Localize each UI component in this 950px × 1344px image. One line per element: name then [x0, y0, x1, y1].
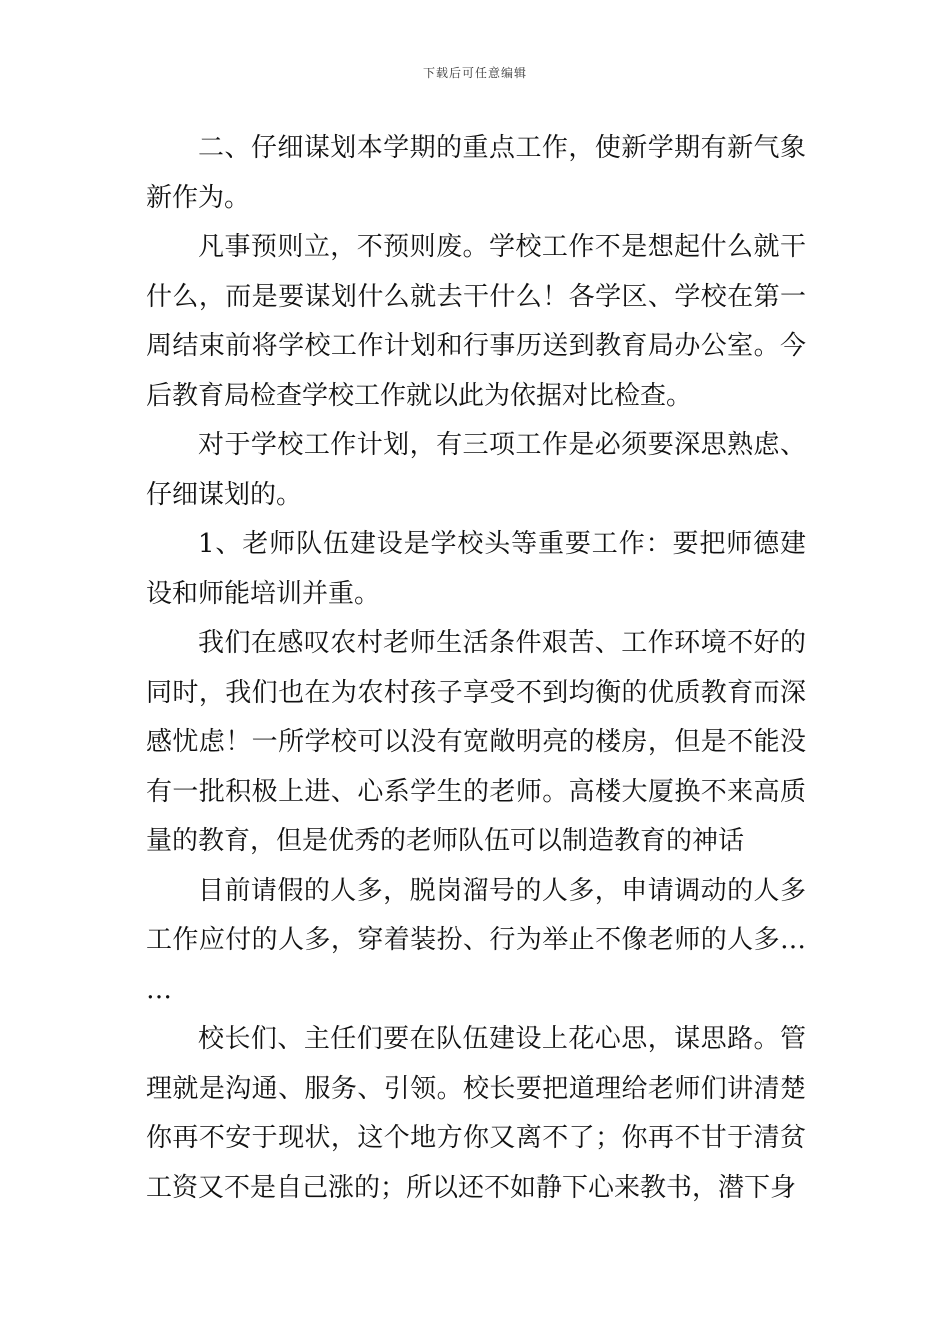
- paragraph-5: 我们在感叹农村老师生活条件艰苦、工作环境不好的同时，我们也在为农村孩子享受不到均衡的优质教育而深感忧虑！一所学校可以没有宽敞明亮的楼房，但是不能没有一批积极上进、心系学生的老师。高楼大厦换不来高质量的教育，但是优秀的老师队伍可以制造教育的神话: [146, 628, 806, 856]
- paragraph-7: 校长们、主任们要在队伍建设上花心思，谋思路。管理就是沟通、服务、引领。校长要把道理给老师们讲清楚你再不安于现状，这个地方你又离不了；你再不甘于清贫工资又不是自己涨的；所以还不如静下心来教书，潜下身: [146, 1024, 806, 1203]
- paragraph-1: 二、仔细谋划本学期的重点工作，使新学期有新气象新作为。: [146, 133, 806, 213]
- paragraph-6: 目前请假的人多，脱岗溜号的人多，申请调动的人多工作应付的人多，穿着装扮、行为举止不像老师的人多……: [146, 875, 806, 1005]
- paragraph-2: 凡事预则立，不预则废。学校工作不是想起什么就干什么，而是要谋划什么就去干什么！各学区、学校在第一周结束前将学校工作计划和行事历送到教育局办公室。今后教育局检查学校工作就以此为依据对比检查。: [146, 232, 806, 411]
- document-body: [146, 124, 806, 1213]
- paragraph-4: 1、老师队伍建设是学校头等重要工作：要把师德建设和师能培训并重。: [146, 529, 806, 609]
- page-header: 下载后可任意编辑: [422, 66, 527, 80]
- paragraph-3: 对于学校工作计划，有三项工作是必须要深思熟虑、仔细谋划的。: [146, 430, 806, 510]
